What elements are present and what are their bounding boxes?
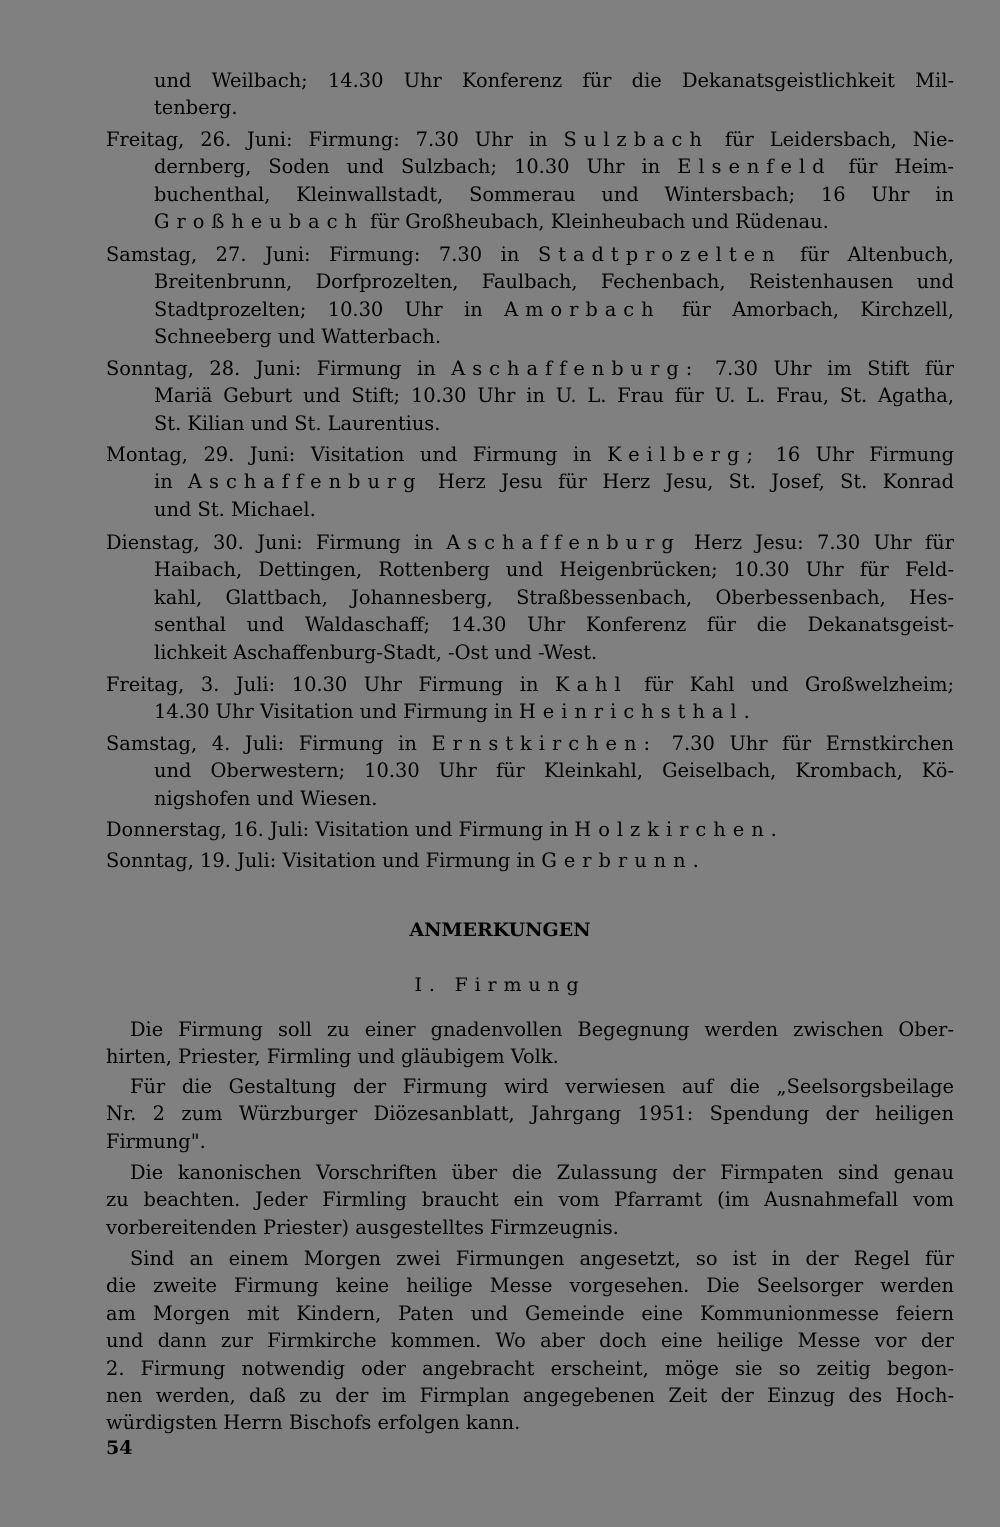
schedule-line: [106, 442, 954, 467]
text-run: buchenthal, Kleinwallstadt, Sommerau und Wintersbach; 16 Uhr in: [154, 182, 954, 206]
text-run: Stadtprozelten; 10.30 Uhr in: [154, 297, 505, 321]
section-heading: ANMERKUNGEN: [409, 919, 591, 941]
place-name: Aschaffenburg: [188, 470, 423, 494]
place-name: Heinrichsthal.: [518, 700, 757, 724]
place-name: Gerbrunn.: [541, 849, 706, 872]
schedule-line: [106, 699, 954, 724]
schedule-line: [106, 640, 954, 665]
text-run: 14.30 Uhr Visitation und Firmung in: [154, 700, 519, 724]
schedule-line: [106, 530, 954, 555]
text-run: Freitag, 26. Juni: Firmung: 7.30 Uhr in: [106, 128, 564, 151]
text-run: für Großheubach, Kleinheubach und Rüdenau.: [363, 210, 829, 234]
schedule-line: [106, 672, 954, 697]
text-run: für Heim-: [831, 155, 954, 179]
paragraph-line: 2. Firmung notwendig oder angebracht erscheint, möge sie so zeitig begon-: [106, 1356, 954, 1380]
schedule-line: [106, 356, 954, 381]
schedule-line: [106, 242, 954, 267]
text-run: Mariä Geburt und Stift; 10.30 Uhr in U. L. Frau für U. L. Frau, St. Agatha,: [154, 384, 954, 408]
text-run: Dienstag, 30. Juni: Firmung in: [106, 531, 447, 554]
schedule-line: [106, 324, 954, 349]
schedule-line: [106, 269, 954, 294]
text-run: Herz Jesu für Herz Jesu, St. Josef, St. Konrad: [422, 470, 955, 494]
text-run: und Weilbach; 14.30 Uhr Konferenz für die Dekanatsgeistlichkeit Mil-: [154, 69, 954, 92]
text-run: 7.30 Uhr für Ernstkirchen: [656, 732, 954, 755]
text-run: Donnerstag, 16. Juli: Visitation und Firmung in: [106, 818, 575, 841]
place-name: Großheubach: [154, 210, 364, 234]
text-run: Schneeberg und Watterbach.: [154, 325, 441, 349]
text-run: in: [154, 470, 189, 494]
text-run: dernberg, Soden und Sulzbach; 10.30 Uhr in: [154, 155, 678, 179]
subsection-heading: I. Firmung: [414, 974, 586, 996]
schedule-line: [106, 817, 954, 842]
paragraph-line: Sind an einem Morgen zwei Firmungen angesetzt, so ist in der Regel für: [130, 1247, 954, 1270]
text-run: Breitenbrunn, Dorfprozelten, Faulbach, Fechenbach, Reistenhausen und: [154, 270, 954, 294]
text-run: für Amorbach, Kirchzell,: [660, 297, 954, 321]
schedule-line: [106, 612, 954, 637]
paragraph-line: am Morgen mit Kindern, Paten und Gemeinde eine Kommunionmesse feiern: [106, 1301, 954, 1325]
paragraph-line: Firmung".: [106, 1129, 206, 1153]
place-name: Aschaffenburg: [446, 531, 681, 554]
schedule-line: [106, 848, 954, 873]
schedule-line: [106, 497, 954, 522]
schedule-line: [106, 585, 954, 610]
text-run: 7.30 Uhr im Stift für: [699, 357, 954, 380]
text-run: für Altenbuch,: [781, 243, 955, 266]
text-run: tenberg.: [154, 96, 238, 120]
text-run: 16 Uhr Firmung: [759, 443, 954, 466]
schedule-line: [106, 731, 954, 756]
text-run: Samstag, 4. Juli: Firmung in: [106, 732, 432, 755]
place-name: Stadtprozelten: [537, 243, 782, 266]
place-name: Holzkirchen.: [574, 818, 784, 841]
text-run: kahl, Glattbach, Johannesberg, Straßbessenbach, Oberbessenbach, Hes-: [154, 585, 954, 609]
text-run: nigshofen und Wiesen.: [154, 786, 378, 810]
paragraph-line: hirten, Priester, Firmling und gläubigem Volk.: [106, 1045, 559, 1069]
place-name: Elsenfeld: [677, 155, 832, 179]
schedule-line: [106, 127, 954, 152]
place-name: Ernstkirchen:: [431, 732, 657, 755]
schedule-line: [106, 411, 954, 436]
schedule-line: [106, 469, 954, 494]
page-number: 54: [106, 1437, 133, 1459]
place-name: Kahl: [555, 673, 628, 696]
text-run: Sonntag, 28. Juni: Firmung in: [106, 357, 452, 380]
paragraph-line: würdigsten Herrn Bischofs erfolgen kann.: [106, 1411, 521, 1435]
paragraph-line: Die kanonischen Vorschriften über die Zulassung der Firmpaten sind genau: [130, 1161, 954, 1184]
text-run: und St. Michael.: [154, 497, 316, 521]
place-name: Sulzbach: [563, 128, 709, 151]
place-name: Keilberg;: [607, 443, 760, 466]
schedule-line: [106, 209, 954, 234]
paragraph-line: nen werden, daß zu der im Firmplan angegebenen Zeit der Einzug des Hoch-: [106, 1384, 954, 1407]
text-run: lichkeit Aschaffenburg-Stadt, -Ost und -West.: [154, 640, 598, 664]
schedule-line: [106, 182, 954, 207]
paragraph-line: und dann zur Firmkirche kommen. Wo aber doch eine heilige Messe vor der: [106, 1329, 954, 1353]
paragraph-line: zu beachten. Jeder Firmling braucht ein vom Pfarramt (im Ausnahmefall vom: [106, 1188, 954, 1212]
text-run: Haibach, Dettingen, Rottenberg und Heigenbrücken; 10.30 Uhr für Feld-: [154, 558, 954, 582]
text-run: für Leidersbach, Nie-: [708, 128, 954, 151]
text-run: Herz Jesu: 7.30 Uhr für: [680, 531, 954, 554]
paragraph-line: Die Firmung soll zu einer gnadenvollen Begegnung werden zwischen Ober-: [130, 1018, 954, 1041]
schedule-line: [106, 383, 954, 408]
text-run: für Kahl und Großwelzheim;: [627, 673, 954, 696]
schedule-line: [106, 786, 954, 811]
paragraph-line: vorbereitenden Priester) ausgestelltes Firmzeugnis.: [106, 1215, 619, 1239]
text-run: und Oberwestern; 10.30 Uhr für Kleinkahl, Geiselbach, Krombach, Kö-: [154, 759, 954, 783]
schedule-line: [106, 68, 954, 93]
schedule-line: [106, 95, 954, 120]
text-run: Freitag, 3. Juli: 10.30 Uhr Firmung in: [106, 673, 556, 696]
paragraph-line: Für die Gestaltung der Firmung wird verwiesen auf die „Seelsorgsbeilage: [130, 1075, 954, 1098]
text-run: Sonntag, 19. Juli: Visitation und Firmung in: [106, 849, 542, 872]
paragraph-line: Nr. 2 zum Würzburger Diözesanblatt, Jahrgang 1951: Spendung der heiligen: [106, 1102, 954, 1126]
text-run: Samstag, 27. Juni: Firmung: 7.30 in: [106, 243, 538, 266]
text-run: senthal und Waldaschaff; 14.30 Uhr Konferenz für die Dekanatsgeist-: [154, 613, 954, 637]
schedule-line: [106, 557, 954, 582]
schedule-line: [106, 154, 954, 179]
place-name: Amorbach: [504, 297, 661, 321]
place-name: Aschaffenburg:: [451, 357, 700, 380]
paragraph-line: die zweite Firmung keine heilige Messe vorgesehen. Die Seelsorger werden: [106, 1274, 954, 1298]
schedule-line: [106, 758, 954, 783]
schedule-line: [106, 297, 954, 322]
text-run: Montag, 29. Juni: Visitation und Firmung in: [106, 443, 608, 466]
text-run: St. Kilian und St. Laurentius.: [154, 411, 441, 435]
